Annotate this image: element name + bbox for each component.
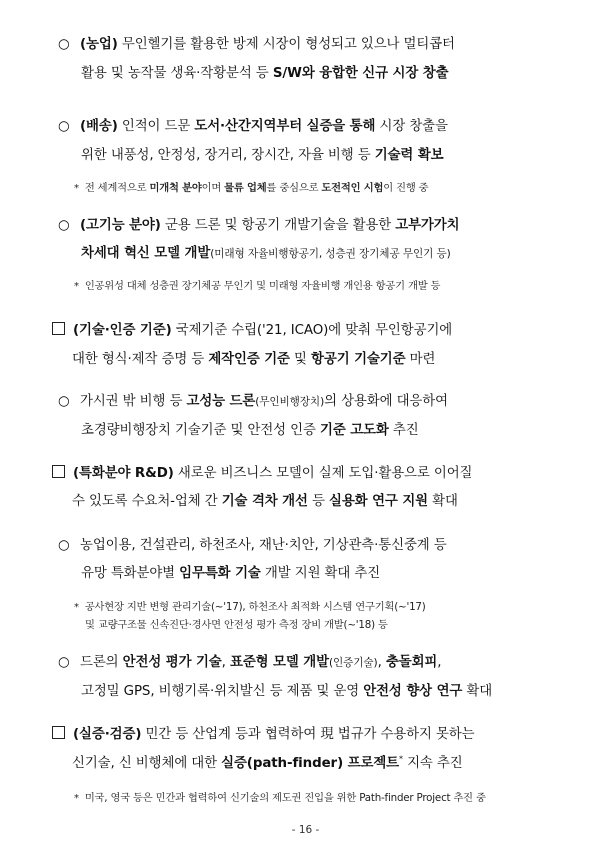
delivery-line-1: ○ (배송) 인적이 드문 도서·산간지역부터 실증을 통해 시장 창출을 [58,117,448,137]
special-fields-line-2: 유망 특화분야별 임무특화 기술 개발 지원 확대 추진 [81,566,381,581]
safety-line-2: 고정밀 GPS, 비행기록·위치발신 등 제품 및 운영 안전성 향상 연구 확대 [81,684,493,699]
high-function-line-1: ○ (고기능 분야) 군용 드론 및 항공기 개발기술을 활용한 고부가가치 [58,216,459,236]
farming-line-1: ○ (농업) 무인헬기를 활용한 방제 시장이 형성되고 있으나 멀티콥터 [58,35,455,55]
note-marker: * [74,793,79,804]
circle-bullet: ○ [58,218,70,233]
page-number: - 16 - [291,824,320,836]
rnd-line-2: 수 있도록 수요처-업체 간 기술 격차 개선 등 실용화 연구 지원 확대 [72,494,458,509]
note-marker: * [74,183,79,194]
special-fields-note-2: 및 교량구조물 신속진단·경사면 안전성 평가 측정 장비 개발(~'18) 등 [85,619,388,631]
safety-line-1: ○ 드론의 안전성 평가 기술, 표준형 모델 개발(인증기술), 충돌회피, [58,653,441,673]
delivery-note: * 전 세계적으로 미개척 분야이며 물류 업체를 중심으로 도전적인 시험이 진행 중 [74,182,429,194]
special-fields-note-1: * 공사현장 지반 변형 관리기술(~'17), 하천조사 최적화 시스템 연구기획(~'17) [74,601,426,613]
rnd-line-1: (특화분야 R&D) 새로운 비즈니스 모델이 실제 도입·활용으로 이어질 [52,464,472,484]
high-function-line-2: 차세대 혁신 모델 개발(미래형 자율비행항공기, 성층권 장기체공 무인기 등) [81,246,451,261]
standards-line-1: (기술·인증 기준) 국제기준 수립('21, ICAO)에 맞춰 무인항공기에 [52,321,452,341]
farming-line-2: 활용 및 농작물 생육·작황분석 등 S/W와 융합한 신규 시장 창출 [81,66,449,81]
beyond-sight-line-2: 초경량비행장치 기술기준 및 안전성 인증 기준 고도화 추진 [81,423,419,438]
demonstration-note: * 미국, 영국 등은 민간과 협력하여 신기술의 제도권 진입을 위한 Path-finder Project 추진 중 [74,792,486,804]
circle-bullet: ○ [58,119,70,134]
high-function-note: * 인공위성 대체 성층권 장기체공 무인기 및 미래형 자율비행 개인용 항공기 개발 등 [74,280,441,292]
special-fields-line-1: ○ 농업이용, 건설관리, 하천조사, 재난·치안, 기상관측·통신중계 등 [58,536,447,556]
standards-line-2: 대한 형식·제작 증명 등 제작인증 기준 및 항공기 기술기준 마련 [72,352,436,367]
circle-bullet: ○ [58,37,70,52]
checkbox-square-bullet [52,726,65,739]
checkbox-square-bullet [52,322,65,335]
demonstration-line-2: 신기술, 신 비행체에 대한 실증(path-finder) 프로젝트* 지속 추진 [72,754,463,771]
note-marker: * [74,281,79,292]
footnote-marker: * [399,754,403,764]
circle-bullet: ○ [58,655,70,670]
demonstration-line-1: (실증·검증) 민간 등 산업계 등과 협력하여 現 법규가 수용하지 못하는 [52,725,474,745]
note-marker: * [74,602,79,613]
circle-bullet: ○ [58,538,70,553]
circle-bullet: ○ [58,394,70,409]
beyond-sight-line-1: ○ 가시권 밖 비행 등 고성능 드론(무인비행장치)의 상용화에 대응하여 [58,392,448,412]
delivery-line-2: 위한 내풍성, 안정성, 장거리, 장시간, 자율 비행 등 기술력 확보 [81,148,444,163]
checkbox-square-bullet [52,465,65,478]
